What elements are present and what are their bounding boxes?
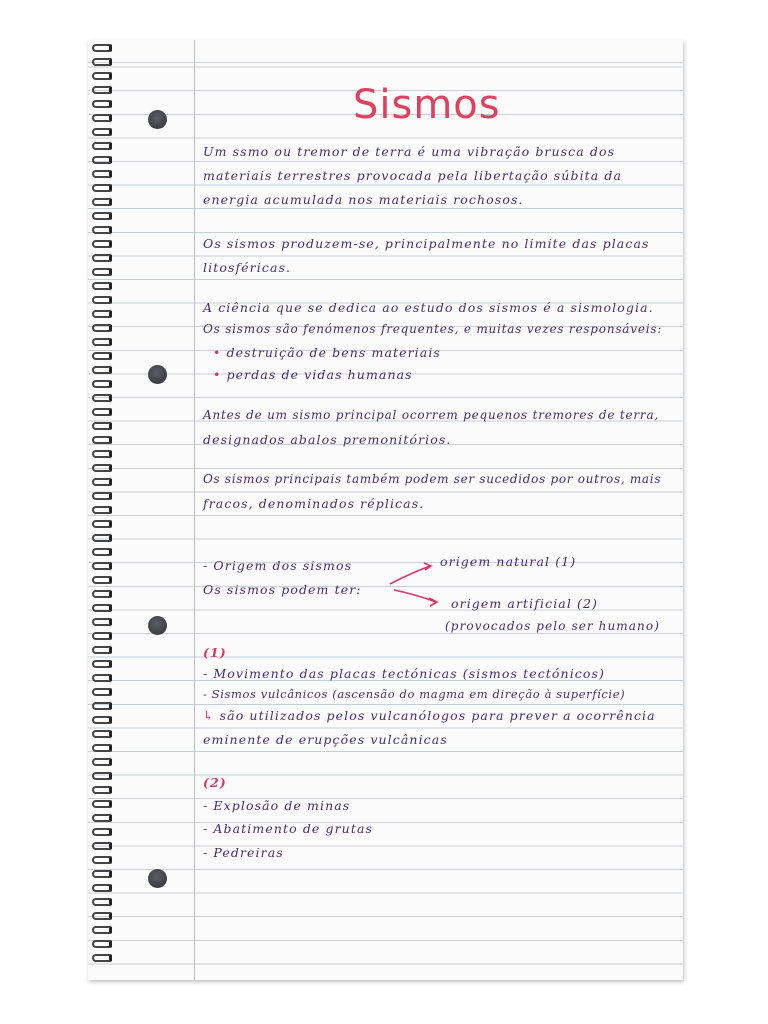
spiral-coil [92,548,112,556]
section-1-item: - Movimento das placas tectónicas (sismos tectónicos) [203,666,606,681]
text-line: designados abalos premonitórios. [203,432,452,447]
origin-heading: - Origem dos sismos [203,558,353,573]
spiral-coil [92,254,112,262]
spiral-coil [92,128,112,136]
spiral-coil [92,282,112,290]
text-line: litosféricas. [203,260,292,275]
spiral-coil [92,842,112,850]
spiral-coil [92,114,112,122]
spiral-coil [92,926,112,934]
spiral-coil [92,520,112,528]
spiral-coil [92,86,112,94]
spiral-coil [92,240,112,248]
section-2-item: - Abatimento de grutas [203,821,374,836]
spiral-coil [92,226,112,234]
section-1-note: eminente de erupções vulcânicas [203,732,448,747]
spiral-coil [92,870,112,878]
spiral-coil [92,912,112,920]
origin-artificial-note: (provocados pelo ser humano) [445,619,660,633]
origin-natural: origem natural (1) [440,554,577,569]
spiral-coil [92,954,112,962]
spiral-coil [92,828,112,836]
text-line: fracos, denominados réplicas. [203,496,425,511]
page-top-band [88,40,683,63]
section-1-note: ↳ são utilizados pelos vulcanólogos para prever a ocorrência [203,708,656,723]
punch-hole [148,616,167,635]
notebook-page [88,40,683,980]
spiral-coil [92,758,112,766]
spiral-coil [92,506,112,514]
spiral-coil [92,688,112,696]
spiral-coil [92,100,112,108]
spiral-coil [92,674,112,682]
spiral-binding [92,44,114,974]
spiral-coil [92,786,112,794]
spiral-coil [92,352,112,360]
bullet-item: • destruição de bens materiais [213,345,441,360]
punch-hole [148,869,167,888]
spiral-coil [92,408,112,416]
spiral-coil [92,576,112,584]
origin-artificial: origem artificial (2) [451,596,599,611]
spiral-coil [92,772,112,780]
section-1-label: (1) [203,645,227,660]
spiral-coil [92,296,112,304]
spiral-coil [92,464,112,472]
arrow-icon [384,560,444,610]
spiral-coil [92,660,112,668]
spiral-coil [92,212,112,220]
spiral-coil [92,380,112,388]
spiral-coil [92,142,112,150]
spiral-coil [92,156,112,164]
spiral-coil [92,478,112,486]
spiral-coil [92,492,112,500]
section-1-item: - Sismos vulcânicos (ascensão do magma em direção à superfície) [203,687,626,701]
spiral-coil [92,632,112,640]
spiral-coil [92,744,112,752]
margin-line [194,40,195,980]
spiral-coil [92,422,112,430]
bullet-item: • perdas de vidas humanas [213,367,413,382]
spiral-coil [92,814,112,822]
spiral-coil [92,898,112,906]
bullet-text: destruição de bens materiais [226,345,441,360]
spiral-coil [92,72,112,80]
spiral-coil [92,534,112,542]
note-text: são utilizados pelos vulcanólogos para prever a ocorrência [219,708,656,723]
text-line: Os sismos principais também podem ser sucedidos por outros, mais [203,472,662,486]
page-title: Sismos [353,82,501,128]
spiral-coil [92,44,112,52]
section-2-item: - Pedreiras [203,845,284,860]
spiral-coil [92,604,112,612]
text-line: materiais terrestres provocada pela libertação súbita da [203,168,623,183]
spiral-coil [92,884,112,892]
spiral-coil [92,58,112,66]
spiral-coil [92,702,112,710]
punch-hole [148,110,167,129]
spiral-coil [92,324,112,332]
text-line: A ciência que se dedica ao estudo dos sismos é a sismologia. [203,300,654,315]
spiral-coil [92,436,112,444]
section-2-item: - Explosão de minas [203,798,351,813]
punch-hole [148,365,167,384]
spiral-coil [92,730,112,738]
spiral-coil [92,310,112,318]
spiral-coil [92,940,112,948]
spiral-coil [92,562,112,570]
spiral-coil [92,338,112,346]
spiral-coil [92,184,112,192]
spiral-coil [92,268,112,276]
origin-lead: Os sismos podem ter: [203,582,362,597]
spiral-coil [92,618,112,626]
spiral-coil [92,590,112,598]
spiral-coil [92,856,112,864]
text-line: energia acumulada nos materiais rochosos. [203,192,524,207]
text-line: Os sismos produzem-se, principalmente no limite das placas [203,236,650,251]
spiral-coil [92,800,112,808]
bullet-text: perdas de vidas humanas [226,367,413,382]
text-line: Antes de um sismo principal ocorrem pequenos tremores de terra, [203,408,660,422]
spiral-coil [92,394,112,402]
section-2-label: (2) [203,775,227,790]
spiral-coil [92,450,112,458]
text-line: Os sismos são fenómenos frequentes, e muitas vezes responsáveis: [203,322,663,336]
spiral-coil [92,716,112,724]
text-line: Um ssmo ou tremor de terra é uma vibração brusca dos [203,144,616,159]
spiral-coil [92,170,112,178]
spiral-coil [92,646,112,654]
spiral-coil [92,366,112,374]
spiral-coil [92,198,112,206]
